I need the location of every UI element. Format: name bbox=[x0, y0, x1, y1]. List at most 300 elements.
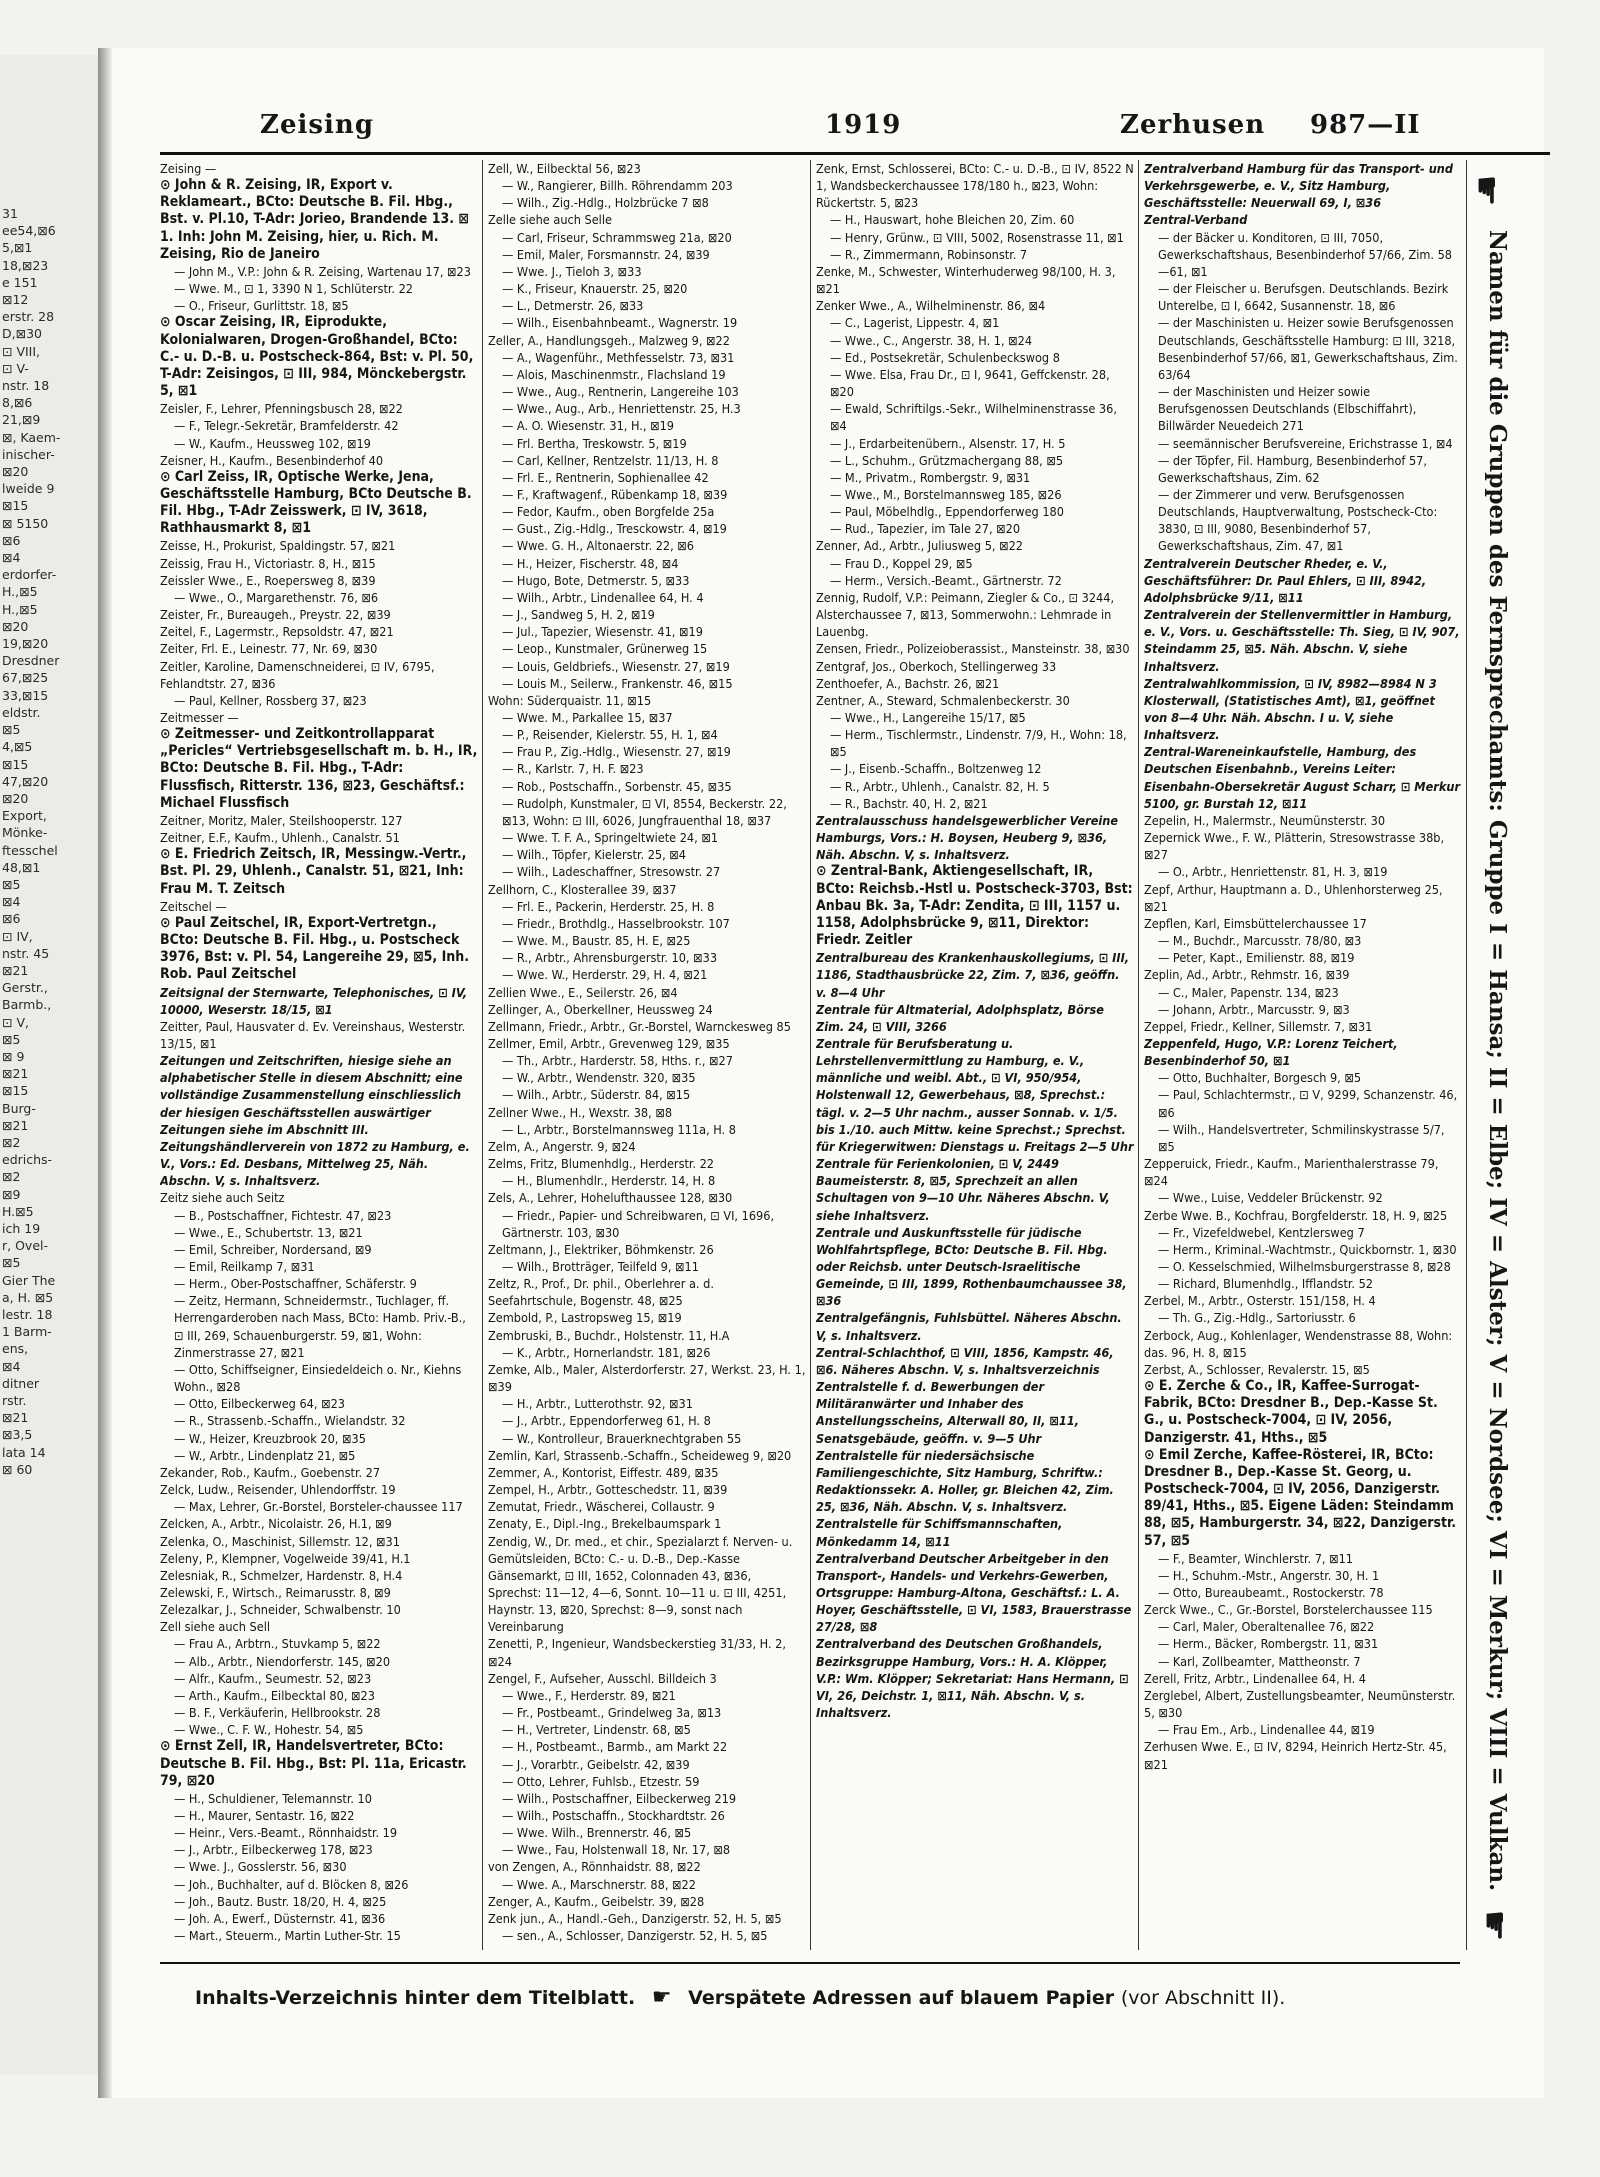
directory-entry: — P., Reisender, Kielerstr. 55, H. 1, ⊠4 bbox=[502, 727, 718, 743]
previous-page-fragment: ⊠4 bbox=[2, 550, 21, 566]
directory-entry: — der Bäcker u. Konditoren, ⊡ III, 7050, Gewerkschaftshaus, Besenbinderhof 57/66, Zim. 58—61, ⊠1 bbox=[1158, 229, 1453, 279]
previous-page-fragment: Mönke- bbox=[2, 825, 48, 841]
directory-entry: — Paul, Möbelhdlg., Eppendorferweg 180 bbox=[830, 504, 1064, 520]
directory-entry: — Wwe. W., Herderstr. 29, H. 4, ⊠21 bbox=[502, 967, 708, 983]
previous-page-fragment: a, H. ⊠5 bbox=[2, 1289, 54, 1305]
directory-entry: — Th., Arbtr., Harderstr. 58, Hths. r., ⊠27 bbox=[502, 1053, 733, 1069]
previous-page-fragment: ⊠4 bbox=[2, 894, 21, 910]
directory-entry: — Friedr., Brothdlg., Hasselbrookstr. 107 bbox=[502, 915, 730, 931]
directory-entry: — Karl, Zollbeamter, Mattheonstr. 7 bbox=[1158, 1653, 1361, 1669]
directory-entry: — Alois, Maschinenmstr., Flachsland 19 bbox=[502, 366, 726, 382]
directory-entry: Zekander, Rob., Kaufm., Goebenstr. 27 bbox=[160, 1464, 381, 1480]
directory-entry: Zelenka, O., Maschinist, Sillemstr. 12, ⊠31 bbox=[160, 1533, 400, 1549]
directory-entry: — Wwe. M., ⊡ 1, 3390 N 1, Schlüterstr. 22 bbox=[174, 281, 413, 297]
directory-entry: — Ewald, Schriftilgs.-Sekr., Wilhelminenstrasse 36, ⊠4 bbox=[830, 401, 1117, 434]
directory-entry: — Frau A., Arbtrn., Stuvkamp 5, ⊠22 bbox=[174, 1636, 381, 1652]
previous-page-fragment: 5,⊠1 bbox=[2, 240, 33, 256]
directory-entry: Zeitmesser — bbox=[160, 710, 239, 725]
directory-entry: — Jul., Tapezier, Wiesenstr. 41, ⊠19 bbox=[502, 624, 703, 640]
directory-entry: — Wwe., C. F. W., Hohestr. 54, ⊠5 bbox=[174, 1722, 364, 1738]
directory-entry: — Wwe., H., Langereihe 15/17, ⊠5 bbox=[830, 710, 1026, 725]
previous-page-fragment: ich 19 bbox=[2, 1220, 41, 1236]
directory-entry: — Louis, Geldbriefs., Wiesenstr. 27, ⊠19 bbox=[502, 658, 730, 674]
directory-entry: — Wwe. G. H., Altonaerstr. 22, ⊠6 bbox=[502, 538, 695, 554]
directory-entry: Zenaty, E., Dipl.-Ing., Brekelbaumspark 1 bbox=[488, 1516, 722, 1532]
directory-entry: — Wwe. T. F. A., Springeltwiete 24, ⊠1 bbox=[502, 830, 719, 846]
directory-entry: — Wwe. M., Parkallee 15, ⊠37 bbox=[502, 710, 673, 725]
directory-entry: — Frl. E., Packerin, Herderstr. 25, H. 8 bbox=[502, 898, 715, 914]
directory-entry: — K., Friseur, Knauerstr. 25, ⊠20 bbox=[502, 281, 688, 297]
exchange-groups-text: Namen für die Gruppen des Fernsprechamts: Gruppe I = Hansa; II = Elbe; IV = Alster; V = Nordsee; VI = Merkur; VIII = Vulkan. bbox=[1484, 230, 1511, 1892]
directory-entry: — Wwe., M., Borstelmannsweg 185, ⊠26 bbox=[830, 486, 1062, 502]
directory-entry: — Fr., Vizefeldwebel, Kentzlersweg 7 bbox=[1158, 1224, 1365, 1240]
directory-entry: Zentrale für Berufsberatung u. Lehrstellenvermittlung zu Hamburg, e. V., männliche und weibl. Abt., ⊡ VI, 950/954, Holstenwall 12, Gewerbehaus, ⊠8, Sprechst.: tägl. v. 2—5 Uhr nachm., ausser Sonnab. v. 1/5. bis 1./10. auch Mittw. keine Sprechst.; Sprechst. für Kriegerwitwen: Dienstags u. Freitags 2—5 Uhr bbox=[816, 1035, 1134, 1154]
previous-page-fragment: ⊠6 bbox=[2, 532, 21, 548]
previous-page-edge bbox=[0, 55, 100, 2075]
directory-entry: Zerbel, M., Arbtr., Osterstr. 151/158, H. 4 bbox=[1144, 1293, 1376, 1309]
directory-entry: — Wilh., Töpfer, Kielerstr. 25, ⊠4 bbox=[502, 847, 687, 863]
previous-page-fragment: lestr. 18 bbox=[2, 1307, 53, 1322]
column-4 bbox=[1144, 160, 1462, 1950]
directory-entry: Wohn: Süderquaistr. 11, ⊠15 bbox=[488, 692, 652, 708]
directory-entry: — Wwe. M., Baustr. 85, H. E, ⊠25 bbox=[502, 933, 691, 949]
directory-entry: Zembruski, B., Buchdr., Holstenstr. 11, H.A bbox=[488, 1327, 730, 1343]
directory-entry: Zeiter, Frl. E., Leinestr. 77, Nr. 69, ⊠30 bbox=[160, 641, 378, 657]
directory-entry: — Wwe., Fau, Holstenwall 18, Nr. 17, ⊠8 bbox=[502, 1842, 731, 1858]
footer-late-addresses: Verspätete Adressen auf blauem Papier bbox=[688, 1987, 1115, 2009]
previous-page-fragment: ⊠5 bbox=[2, 1255, 21, 1271]
directory-entry: — H., Heizer, Fischerstr. 48, ⊠4 bbox=[502, 555, 679, 571]
directory-entry: ⊙ Emil Zerche, Kaffee-Rösterei, IR, BCto: Dresdner B., Dep.-Kasse St. Georg, u. Postscheck-7004, ⊡ IV, 2056, Danzigerstr. 89/41, Hths., ⊠5. Eigene Läden: Steindamm 88, ⊠5, Hamburgerstr. 34, ⊠22, Danzigerstr. 57, ⊠5 bbox=[1144, 1446, 1457, 1549]
previous-page-fragment: lata 14 bbox=[2, 1444, 46, 1460]
directory-entry: Zellhorn, C., Klosterallee 39, ⊠37 bbox=[488, 881, 677, 897]
previous-page-fragment: ⊠15 bbox=[2, 1083, 29, 1099]
directory-entry: — Otto, Schiffseigner, Einsiedeldeich o. Nr., Kiehns Wohn., ⊠28 bbox=[174, 1361, 462, 1395]
directory-entry: — Wwe. J., Tieloh 3, ⊠33 bbox=[502, 263, 642, 279]
directory-entry: Zentralverband Deutscher Arbeitgeber in den Transport-, Handels- und Verkehrs-Gewerben, Ortsgruppe: Hamburg-Altona, Geschäftsf.: L. A. Hoyer, Geschäftsstelle, ⊡ VI, 1583, Brauerstrasse 27/28, ⊠8 bbox=[816, 1550, 1132, 1635]
directory-entry: — Ed., Postsekretär, Schulenbeckswog 8 bbox=[830, 349, 1060, 365]
previous-page-fragment: nstr. 45 bbox=[2, 945, 50, 961]
previous-page-fragment: ⊠15 bbox=[2, 498, 29, 514]
directory-entry: Zemlin, Karl, Strassenb.-Schaffn., Scheideweg 9, ⊠20 bbox=[488, 1447, 792, 1463]
directory-entry: — Wwe., Luise, Veddeler Brückenstr. 92 bbox=[1158, 1190, 1383, 1206]
directory-entry: — Wwe. Elsa, Frau Dr., ⊡ I, 9641, Geffckenstr. 28, ⊠20 bbox=[830, 366, 1110, 400]
directory-entry: — Alfr., Kaufm., Seumestr. 52, ⊠23 bbox=[174, 1670, 372, 1686]
directory-entry: Zeltz, R., Prof., Dr. phil., Oberlehrer a. d. Seefahrtschule, Bogenstr. 48, ⊠25 bbox=[488, 1276, 714, 1309]
previous-page-fragment: ⊠3,5 bbox=[2, 1427, 33, 1443]
directory-entry: — J., Arbtr., Eilbeckerweg 178, ⊠23 bbox=[174, 1842, 373, 1858]
directory-entry: Zelms, Fritz, Blumenhdlg., Herderstr. 22 bbox=[488, 1156, 715, 1172]
directory-entry: — M., Privatm., Rombergstr. 9, ⊠31 bbox=[830, 469, 1031, 485]
directory-entry: — Emil, Maler, Forsmannstr. 24, ⊠39 bbox=[502, 246, 710, 262]
directory-entry: Zentrale und Auskunftsstelle für jüdische Wohlfahrtspflege, BCto: Deutsche B. Fil. Hbg. oder Reichsb. unter Deutsch-Israelitische Gemeinde, ⊡ III, 1899, Rothenbaumchaussee 38, ⊠36 bbox=[816, 1224, 1127, 1309]
directory-entry: — Joh., Buchhalter, auf d. Blöcken 8, ⊠26 bbox=[174, 1876, 409, 1892]
directory-entry: Zeissler Wwe., E., Roepersweg 8, ⊠39 bbox=[160, 572, 376, 588]
side-band bbox=[1470, 230, 1540, 1940]
directory-entry: ⊙ E. Zerche & Co., IR, Kaffee-Surrogat-Fabrik, BCto: Dresdner B., Dep.-Kasse St. G., u. Postscheck-7004, ⊡ IV, 2056, Danzigerstr. 41, Hths., ⊠5 bbox=[1144, 1378, 1438, 1446]
directory-entry: — L., Schuhm., Grützmachergang 88, ⊠5 bbox=[830, 452, 1064, 468]
directory-entry: — O. Kesselschmied, Wilhelmsburgerstrasse 8, ⊠28 bbox=[1158, 1259, 1451, 1274]
directory-entry: — Friedr., Papier- und Schreibwaren, ⊡ VI, 1696, Gärtnerstr. 103, ⊠30 bbox=[502, 1207, 775, 1240]
directory-entry: — R., Bachstr. 40, H. 2, ⊠21 bbox=[830, 795, 988, 811]
previous-page-fragment: lweide 9 bbox=[2, 481, 55, 497]
directory-entry: Zentner, A., Steward, Schmalenbeckerstr. 30 bbox=[816, 692, 1070, 708]
directory-entry: — O., Arbtr., Henriettenstr. 81, H. 3, ⊠19 bbox=[1158, 864, 1388, 880]
directory-entry: Zendig, W., Dr. med., et chir., Spezialarzt f. Nerven- u. Gemütsleiden, BCto: C.- u. D.-B., Dep.-Kasse Gänsemarkt, ⊡ III, 1652, Colonnaden 43, ⊠36, Sprechst: 11—12, 4—6, Sonnt. 10—11 u. ⊡ III, 4251, Haynstr. 13, ⊠20, Sprechst: 8—9, sonst nach Vereinbarung bbox=[488, 1533, 793, 1635]
directory-entry: Zelm, A., Angerstr. 9, ⊠24 bbox=[488, 1138, 636, 1154]
directory-entry: Zenner, Ad., Arbtr., Juliusweg 5, ⊠22 bbox=[816, 538, 1024, 554]
directory-entry: — Emil, Reilkamp 7, ⊠31 bbox=[174, 1259, 315, 1274]
directory-entry: — Paul, Kellner, Rossberg 37, ⊠23 bbox=[174, 692, 367, 708]
previous-page-fragment: ee54,⊠6 bbox=[2, 223, 56, 239]
previous-page-fragment: Dresdner bbox=[2, 653, 60, 669]
directory-entry: Zeitungen und Zeitschriften, hiesige siehe an alphabetischer Stelle in diesem Abschnitt; eine vollständige Zusammenstellung einschliesslich der hiesigen Geschäftsstellen auswärtiger Zeitungen siehe im Abschnitt III. bbox=[160, 1053, 463, 1137]
directory-entry: — W., Arbtr., Wendenstr. 320, ⊠35 bbox=[502, 1070, 696, 1086]
directory-entry: Zenke, M., Schwester, Winterhuderweg 98/100, H. 3, ⊠21 bbox=[816, 263, 1116, 297]
directory-entry: — Joh., Bautz. Bustr. 18/20, H. 4, ⊠25 bbox=[174, 1893, 387, 1909]
directory-entry: Zennig, Rudolf, V.P.: Peimann, Ziegler & Co., ⊡ 3244, Alsterchaussee 7, ⊠13, Sommerwohn.: Lehmrade in Lauenbg. bbox=[816, 589, 1115, 640]
previous-page-fragment: ⊠21 bbox=[2, 1410, 29, 1426]
directory-entry: — O., Friseur, Gurlittstr. 18, ⊠5 bbox=[174, 298, 349, 314]
column-1 bbox=[160, 160, 478, 1950]
directory-entry: Zeitner, E.F., Kaufm., Uhlenh., Canalstr. 51 bbox=[160, 830, 400, 846]
previous-page-fragment: ⊠, Kaem- bbox=[2, 429, 61, 445]
directory-entry: — C., Maler, Papenstr. 134, ⊠23 bbox=[1158, 984, 1339, 1000]
directory-entry: — Otto, Eilbeckerweg 64, ⊠23 bbox=[174, 1396, 345, 1412]
directory-entry: Zentral-Verband bbox=[1144, 212, 1248, 228]
directory-entry: Zempel, H., Arbtr., Gotteschedstr. 11, ⊠39 bbox=[488, 1482, 728, 1498]
previous-page-fragment: ⊡ V, bbox=[2, 1014, 29, 1030]
previous-page-fragments bbox=[0, 55, 98, 1478]
directory-entry: Zels, A., Lehrer, Hohelufthaussee 128, ⊠30 bbox=[488, 1190, 733, 1206]
directory-entry: Zeitschel — bbox=[160, 898, 227, 914]
directory-entry: Zeitter, Paul, Hausvater d. Ev. Vereinshaus, Westerstr. 13/15, ⊠1 bbox=[160, 1018, 466, 1051]
page-footer bbox=[195, 1985, 1495, 2010]
directory-entry: Zentgraf, Jos., Oberkoch, Stellingerweg 33 bbox=[816, 658, 1057, 674]
directory-entry: Zepelin, H., Malermstr., Neumünsterstr. 30 bbox=[1144, 812, 1386, 828]
directory-entry: Zell, W., Eilbecktal 56, ⊠23 bbox=[488, 161, 641, 176]
directory-entry: Zemutat, Friedr., Wäscherei, Collaustr. 9 bbox=[488, 1499, 715, 1515]
directory-entry: — R., Zimmermann, Robinsonstr. 7 bbox=[830, 246, 1028, 262]
directory-entry: Zellmann, Friedr., Arbtr., Gr.-Borstel, Warnckesweg 85 bbox=[488, 1018, 791, 1034]
previous-page-fragment: ⊠5 bbox=[2, 722, 21, 738]
directory-entry: — W., Arbtr., Lindenplatz 21, ⊠5 bbox=[174, 1447, 356, 1463]
directory-entry: Zell siehe auch Sell bbox=[160, 1619, 271, 1635]
directory-entry: — A. O. Wiesenstr. 31, H., ⊠19 bbox=[502, 418, 675, 434]
previous-page-fragment: e 151 bbox=[2, 274, 38, 290]
directory-entry: — Alb., Arbtr., Niendorferstr. 145, ⊠20 bbox=[174, 1653, 391, 1669]
directory-entry: — Wwe., Aug., Rentnerin, Langereihe 103 bbox=[502, 384, 739, 400]
directory-entry: — Wwe. Wilh., Brennerstr. 46, ⊠5 bbox=[502, 1825, 692, 1841]
directory-entry: Zeitz siehe auch Seitz bbox=[160, 1190, 285, 1206]
directory-entry: — Louis M., Seilerw., Frankenstr. 46, ⊠15 bbox=[502, 675, 733, 691]
directory-entry: Zepernick Wwe., F. W., Plätterin, Stresowstrasse 38b, ⊠27 bbox=[1144, 830, 1445, 863]
directory-entry: — Peter, Kapt., Emilienstr. 88, ⊠19 bbox=[1158, 950, 1355, 966]
header-year: 1919 bbox=[825, 110, 902, 140]
directory-entry: Zentralbureau des Krankenhauskollegiums, ⊡ III, 1186, Stadthausbrücke 22, Zim. 7, ⊠36, geöffn. v. 8—4 Uhr bbox=[816, 950, 1130, 1000]
directory-entry: — Otto, Buchhalter, Borgesch 9, ⊠5 bbox=[1158, 1070, 1362, 1086]
directory-entry: — R., Karlstr. 7, H. F. ⊠23 bbox=[502, 761, 644, 777]
previous-page-fragment: ens, bbox=[2, 1341, 29, 1357]
directory-entry: — Emil, Schreiber, Nordersand, ⊠9 bbox=[174, 1241, 372, 1257]
previous-page-fragment: 33,⊠15 bbox=[2, 687, 49, 703]
directory-entry: Zentralverein der Stellenvermittler in Hamburg, e. V., Vors. u. Geschäftsstelle: Th. Sieg, ⊡ IV, 907, Steindamm 25, ⊠5. Näh. Abschn. V, siehe Inhaltsverz. bbox=[1144, 607, 1460, 674]
previous-page-fragment: ftesschel bbox=[2, 842, 58, 858]
column-3 bbox=[816, 160, 1134, 1950]
directory-entry: — sen., A., Schlosser, Danzigerstr. 52, H. 5, ⊠5 bbox=[502, 1928, 768, 1944]
directory-entry: Zentralstelle für Schiffsmannschaften, Mönkedamm 14, ⊠11 bbox=[816, 1516, 1063, 1549]
directory-entry: — der Fleischer u. Berufsgen. Deutschlands. Bezirk Unterelbe, ⊡ I, 6642, Susannenstr. 18, ⊠6 bbox=[1158, 281, 1449, 314]
directory-entry: Zenk jun., A., Handl.-Geh., Danzigerstr. 52, H. 5, ⊠5 bbox=[488, 1910, 782, 1926]
directory-entry: — W., Kaufm., Heussweg 102, ⊠19 bbox=[174, 435, 371, 451]
previous-page-fragment: r, Ovel- bbox=[2, 1238, 48, 1254]
directory-entry: Zelle siehe auch Selle bbox=[488, 212, 612, 228]
directory-entry: — J., Arbtr., Eppendorferweg 61, H. 8 bbox=[502, 1413, 711, 1429]
previous-page-fragment: eldstr. bbox=[2, 704, 41, 720]
directory-entry: — A., Wagenführ., Methfesselstr. 73, ⊠31 bbox=[502, 349, 735, 365]
directory-entry: Zenk, Ernst, Schlosserei, BCto: C.- u. D.-B., ⊡ IV, 8522 N 1, Wandsbeckerchaussee 178/180 h., ⊠23, Wohn: Rückertstr. 5, ⊠23 bbox=[816, 161, 1134, 211]
directory-entry: — Hugo, Bote, Detmerstr. 5, ⊠33 bbox=[502, 572, 690, 588]
pointing-hand-icon: ☛ bbox=[651, 1985, 672, 2010]
header-left-name: Zeising bbox=[260, 110, 374, 140]
directory-entry: ⊙ Carl Zeiss, IR, Optische Werke, Jena, Geschäftsstelle Hamburg, BCto Deutsche B. Fil. Hbg., T-Adr Zeisswerk, ⊡ IV, 3618, Rathhausmarkt 8, ⊠1 bbox=[160, 468, 472, 537]
directory-entry: — Fr., Postbeamt., Grindelweg 3a, ⊠13 bbox=[502, 1705, 722, 1721]
directory-entry: — Wilh., Arbtr., Lindenallee 64, H. 4 bbox=[502, 589, 704, 605]
directory-entry: — Frau D., Koppel 29, ⊠5 bbox=[830, 555, 973, 571]
directory-entry: Zentralwahlkommission, ⊡ IV, 8982—8984 N 3 Klosterwall, (Statistisches Amt), ⊠1, geöffnet von 8—4 Uhr. Näh. Abschn. I u. V, siehe Inhaltsverz. bbox=[1144, 675, 1437, 743]
directory-entry: Zerbock, Aug., Kohlenlager, Wendenstrasse 88, Wohn: das. 96, H. 8, ⊠15 bbox=[1144, 1327, 1453, 1360]
header-right-name: Zerhusen bbox=[1120, 110, 1266, 140]
previous-page-fragment: Gier The bbox=[2, 1272, 56, 1288]
directory-entry: — Rudolph, Kunstmaler, ⊡ VI, 8554, Beckerstr. 22, ⊠13, Wohn: ⊡ III, 6026, Jungfrauenthal 18, ⊠37 bbox=[502, 795, 787, 828]
directory-entry: Zeitner, Moritz, Maler, Steilshooperstr. 127 bbox=[160, 812, 403, 828]
directory-entry: — Frau P., Zig.-Hdlg., Wiesenstr. 27, ⊠19 bbox=[502, 744, 731, 760]
directory-entry: — R., Arbtr., Uhlenh., Canalstr. 82, H. 5 bbox=[830, 778, 1050, 794]
directory-entry: — F., Beamter, Winchlerstr. 7, ⊠11 bbox=[1158, 1550, 1353, 1566]
previous-page-fragment: nstr. 18 bbox=[2, 378, 50, 394]
directory-entry: Zeitungshändlerverein von 1872 zu Hamburg, e. V., Vors.: Ed. Desbans, Mittelweg 25, Näh. Abschn. V, s. Inhaltsverz. bbox=[160, 1138, 470, 1189]
directory-entry: Zemmer, A., Kontorist, Eiffestr. 489, ⊠35 bbox=[488, 1464, 719, 1480]
column-divider bbox=[1138, 160, 1139, 1950]
directory-entry: — Wwe., C., Angerstr. 38, H. 1, ⊠24 bbox=[830, 332, 1033, 348]
directory-entry: Zelewski, F., Wirtsch., Reimarusstr. 8, ⊠9 bbox=[160, 1584, 391, 1600]
directory-entry: — Henry, Grünw., ⊡ VIII, 5002, Rosenstrasse 11, ⊠1 bbox=[830, 229, 1124, 245]
directory-entry: — Wilh., Arbtr., Süderstr. 84, ⊠15 bbox=[502, 1087, 691, 1103]
directory-entry: — J., Sandweg 5, H. 2, ⊠19 bbox=[502, 607, 655, 623]
directory-entry: Zeplin, Ad., Arbtr., Rehmstr. 16, ⊠39 bbox=[1144, 967, 1350, 983]
directory-entry: — W., Kontrolleur, Brauerknechtgraben 55 bbox=[502, 1430, 742, 1446]
previous-page-fragment: 48,⊠1 bbox=[2, 859, 41, 875]
directory-entry: — Otto, Lehrer, Fuhlsb., Etzestr. 59 bbox=[502, 1773, 700, 1789]
directory-entry: Zeitel, F., Lagermstr., Repsoldstr. 47, ⊠21 bbox=[160, 624, 394, 640]
directory-entry: — Wwe. A., Marschnerstr. 88, ⊠22 bbox=[502, 1876, 696, 1892]
previous-page-fragment: 31 bbox=[2, 206, 18, 221]
directory-entry: Zemke, Alb., Maler, Alsterdorferstr. 27, Werkst. 23, H. 1, ⊠39 bbox=[488, 1361, 806, 1395]
directory-entry: Zeppel, Friedr., Kellner, Sillemstr. 7, ⊠31 bbox=[1144, 1018, 1373, 1034]
directory-entry: ⊙ Oscar Zeising, IR, Eiprodukte, Kolonialwaren, Drogen-Großhandel, BCto: C.- u. D.-B. u. Postscheck-864, Bst: v. Pl. 50, T-Adr: Zeisingos, ⊡ III, 984, Mönckebergstr. 5, ⊠1 bbox=[160, 314, 474, 400]
directory-entry: Zentralverband des Deutschen Großhandels, Bezirksgruppe Hamburg, Vors.: H. A. Klöpper, V.P.: Wm. Klöpper; Sekretariat: Hans Hermann, ⊡ VI, 26, Deichstr. 1, ⊠11, Näh. Abschn. V, s. Inhaltsverz. bbox=[816, 1636, 1129, 1721]
directory-entry: — K., Arbtr., Hornerlandstr. 181, ⊠26 bbox=[502, 1344, 711, 1360]
directory-entry: — Leop., Kunstmaler, Grünerweg 15 bbox=[502, 641, 708, 657]
previous-page-fragment: D,⊠30 bbox=[2, 326, 42, 342]
directory-entry: — Wilh., Ladeschaffner, Stresowstr. 27 bbox=[502, 864, 721, 880]
directory-entry: — Paul, Schlachtermstr., ⊡ V, 9299, Schanzenstr. 46, ⊠6 bbox=[1158, 1087, 1458, 1120]
previous-page-fragment: ⊠ 5150 bbox=[2, 515, 49, 531]
directory-entry: — Wwe., O., Margarethenstr. 76, ⊠6 bbox=[174, 589, 379, 605]
directory-entry: — H., Postbeamt., Barmb., am Markt 22 bbox=[502, 1739, 728, 1755]
directory-entry: — L., Detmerstr. 26, ⊠33 bbox=[502, 298, 644, 314]
directory-entry: Zeppenfeld, Hugo, V.P.: Lorenz Teichert, Besenbinderhof 50, ⊠1 bbox=[1144, 1035, 1398, 1069]
directory-entry: — Carl, Kellner, Rentzelstr. 11/13, H. 8 bbox=[502, 452, 719, 468]
column-divider bbox=[482, 160, 483, 1950]
directory-entry: — Herm., Ober-Postschaffner, Schäferstr. 9 bbox=[174, 1276, 417, 1292]
directory-entry: — J., Vorarbtr., Geibelstr. 42, ⊠39 bbox=[502, 1756, 690, 1772]
directory-entry: Zerbst, A., Schlosser, Revalerstr. 15, ⊠5 bbox=[1144, 1361, 1370, 1377]
footer-index-note: Inhalts-Verzeichnis hinter dem Titelblatt. bbox=[195, 1987, 636, 2009]
directory-entry: Zentralverband Hamburg für das Transport- und Verkehrsgewerbe, e. V., Sitz Hamburg, Geschäftsstelle: Neuerwall 69, I, ⊠36 bbox=[1144, 161, 1453, 211]
directory-entry: — Wwe., F., Herderstr. 89, ⊠21 bbox=[502, 1687, 676, 1703]
directory-entry: Zeleny, P., Klempner, Vogelweide 39/41, H.1 bbox=[160, 1550, 411, 1566]
previous-page-fragment: 18,⊠23 bbox=[2, 257, 49, 273]
previous-page-fragment: ⊡ VIII, bbox=[2, 343, 41, 359]
directory-entry: Zentral-Schlachthof, ⊡ VIII, 1856, Kampstr. 46, ⊠6. Näheres Abschn. V, s. Inhaltsverzeichnis bbox=[816, 1344, 1114, 1377]
previous-page-fragment: H.,⊠5 bbox=[2, 584, 38, 600]
directory-entry: Zepf, Arthur, Hauptmann a. D., Uhlenhorsterweg 25, ⊠21 bbox=[1144, 881, 1443, 914]
previous-page-fragment: ⊠ 9 bbox=[2, 1048, 25, 1064]
directory-entry: ⊙ John & R. Zeising, IR, Export v. Reklameart., BCto: Deutsche B. Fil. Hbg., Bst. v. Pl.10, T-Adr: Jorieo, Brandende 13. ⊠ 1. Inh: John M. Zeising, hier, u. Rich. M. Zeising, Rio de Janeiro bbox=[160, 177, 469, 262]
directory-entry: Zenetti, P., Ingenieur, Wandsbeckerstieg 31/33, H. 2, ⊠24 bbox=[488, 1636, 786, 1669]
directory-entry: — der Maschinisten u. Heizer sowie Berufsgenossen Deutschlands, Geschäftsstelle Hamburg: ⊡ III, 3218, Besenbinderhof 57/66, ⊠1, Gewerkschaftshaus, Zim. 63/64 bbox=[1158, 315, 1458, 382]
directory-entry: — B., Postschaffner, Fichtestr. 47, ⊠23 bbox=[174, 1207, 392, 1223]
previous-page-fragment: erdorfer- bbox=[2, 567, 57, 583]
previous-page-fragment: ditner bbox=[2, 1375, 40, 1391]
directory-entry: Zeltmann, J., Elektriker, Böhmkenstr. 26 bbox=[488, 1241, 714, 1257]
previous-page-fragment: ⊠2 bbox=[2, 1169, 21, 1185]
directory-entry: — Rud., Tapezier, im Tale 27, ⊠20 bbox=[830, 521, 1021, 537]
directory-entry: Zentralverein Deutscher Rheder, e. V., Geschäftsführer: Dr. Paul Ehlers, ⊡ III, 8942, Adolphsbrücke 9/11, ⊠11 bbox=[1144, 555, 1427, 605]
directory-entry: — H., Schuhm.-Mstr., Angerstr. 30, H. 1 bbox=[1158, 1567, 1380, 1583]
previous-page-fragment: ⊠21 bbox=[2, 1066, 29, 1082]
directory-entry: ⊙ Ernst Zell, IR, Handelsvertreter, BCto: Deutsche B. Fil. Hbg., Bst: Pl. 11a, Ericastr. 79, ⊠20 bbox=[160, 1738, 467, 1789]
directory-entry: Zeisner, H., Kaufm., Besenbinderhof 40 bbox=[160, 452, 384, 468]
directory-entry: Zellien Wwe., E., Seilerstr. 26, ⊠4 bbox=[488, 984, 678, 1000]
previous-page-fragment: 8,⊠6 bbox=[2, 395, 33, 411]
directory-entry: — Wilh., Postschaffner, Eilbeckerweg 219 bbox=[502, 1790, 737, 1806]
footer-rule bbox=[160, 1962, 1460, 1964]
directory-entry: Zerell, Fritz, Arbtr., Lindenallee 64, H. 4 bbox=[1144, 1670, 1366, 1686]
directory-entry: Zengel, F., Aufseher, Ausschl. Billdeich 3 bbox=[488, 1670, 717, 1686]
directory-entry: — J., Erdarbeitenübern., Alsenstr. 17, H. 5 bbox=[830, 435, 1066, 451]
directory-entry: — J., Eisenb.-Schaffn., Boltzenweg 12 bbox=[830, 761, 1042, 777]
directory-entry: — W., Rangierer, Billh. Röhrendamm 203 bbox=[502, 178, 733, 194]
directory-entry: Zenger, A., Kaufm., Geibelstr. 39, ⊠28 bbox=[488, 1893, 705, 1909]
previous-page-fragment: ⊡ IV, bbox=[2, 928, 33, 944]
column-divider bbox=[810, 160, 811, 1950]
directory-entry: ⊙ Zentral-Bank, Aktiengesellschaft, IR, BCto: Reichsb.-Hstl u. Postscheck-3703, Bst: Anbau Bk. 3a, T-Adr: Zendita, ⊡ III, 1157 u. 1158, Adolphsbrücke 9, ⊠11, Direktor: Friedr. Zeitler bbox=[816, 863, 1133, 949]
previous-page-fragment: Export, bbox=[2, 808, 47, 824]
column-2 bbox=[488, 160, 806, 1950]
directory-entry: — Carl, Friseur, Schrammsweg 21a, ⊠20 bbox=[502, 229, 732, 245]
binding-shadow bbox=[98, 48, 112, 2098]
directory-entry: — Wilh., Brotträger, Teilfeld 9, ⊠11 bbox=[502, 1259, 699, 1274]
previous-page-fragment: erstr. 28 bbox=[2, 309, 55, 325]
directory-entry: — Fedor, Kaufm., oben Borgfelde 25a bbox=[502, 504, 715, 520]
page-header bbox=[160, 110, 1550, 154]
directory-entry: Zenthoefer, A., Bachstr. 26, ⊠21 bbox=[816, 675, 1000, 691]
directory-entry: Zepflen, Karl, Eimsbüttelerchaussee 17 bbox=[1144, 915, 1367, 931]
directory-entry: ⊙ Zeitmesser- und Zeitkontrollapparat „Pericles“ Vertriebsgesellschaft m. b. H., IR, BCto: Deutsche B. Fil. Hbg., T-Adr: Flussfisch, Ritterstr. 136, ⊠23, Geschäftsf.: Michael Flussfisch bbox=[160, 726, 478, 811]
directory-entry: Zentralstelle f. d. Bewerbungen der Militäranwärter und Inhaber des Anstellungsscheins, Alterwall 80, II, ⊠11, Senatsgebäude, geöffn. v. 9—5 Uhr bbox=[816, 1379, 1079, 1446]
directory-entry: — Arth., Kaufm., Eilbecktal 80, ⊠23 bbox=[174, 1687, 375, 1703]
directory-entry: — H., Arbtr., Lutterothstr. 92, ⊠31 bbox=[502, 1396, 693, 1412]
previous-page-fragment: 4,⊠5 bbox=[2, 739, 33, 755]
directory-entry: — H., Maurer, Sentastr. 16, ⊠22 bbox=[174, 1808, 355, 1823]
previous-page-fragment: ⊠ 60 bbox=[2, 1461, 33, 1477]
directory-entry: Zerck Wwe., C., Gr.-Borstel, Borstelerchaussee 115 bbox=[1144, 1602, 1433, 1618]
directory-entry: Zentralgefängnis, Fuhlsbüttel. Näheres Abschn. V, s. Inhaltsverz. bbox=[816, 1310, 1122, 1343]
directory-entry: — Mart., Steuerm., Martin Luther-Str. 15 bbox=[174, 1928, 401, 1944]
directory-entry: Zentralstelle für niedersächsische Familiengeschichte, Sitz Hamburg, Schriftw.: Redaktionssekr. A. Holler, gr. Bleichen 42, Zim. 25, ⊠36, Näh. Abschn. V, s. Inhaltsverz. bbox=[816, 1447, 1114, 1515]
directory-entry: — Carl, Maler, Oberaltenallee 76, ⊠22 bbox=[1158, 1619, 1375, 1635]
directory-entry: — H., Hauswart, hohe Bleichen 20, Zim. 60 bbox=[830, 212, 1075, 228]
previous-page-fragment: H.,⊠5 bbox=[2, 601, 38, 617]
previous-page-fragment: Barmb., bbox=[2, 997, 52, 1013]
directory-entry: — H., Blumenhdlr., Herderstr. 14, H. 8 bbox=[502, 1173, 716, 1189]
directory-entry: — Frl. Bertha, Treskowstr. 5, ⊠19 bbox=[502, 435, 687, 451]
previous-page-fragment: rstr. bbox=[2, 1393, 27, 1409]
previous-page-fragment: ⊠6 bbox=[2, 911, 21, 927]
directory-entry: — Max, Lehrer, Gr.-Borstel, Borsteler-chaussee 117 bbox=[174, 1499, 463, 1515]
directory-entry: Zensen, Friedr., Polizeioberassist., Mansteinstr. 38, ⊠30 bbox=[816, 641, 1130, 657]
directory-entry: — Wilh., Zig.-Hdlg., Holzbrücke 7 ⊠8 bbox=[502, 195, 709, 211]
previous-page-fragment: ⊠15 bbox=[2, 756, 29, 772]
directory-entry: Zerhusen Wwe. E., ⊡ IV, 8294, Heinrich Hertz-Str. 45, ⊠21 bbox=[1144, 1739, 1447, 1772]
directory-entry: — H., Schuldiener, Telemannstr. 10 bbox=[174, 1790, 372, 1806]
directory-entry: — Wwe. J., Gosslerstr. 56, ⊠30 bbox=[174, 1859, 347, 1875]
directory-entry: — Zeitz, Hermann, Schneidermstr., Tuchlager, ff. Herrengarderoben nach Mass, BCto: Hamb. Priv.-B., ⊡ III, 269, Schauenburgerstr. 59, ⊠1, Wohn: Zinmerstrasse 27, ⊠21 bbox=[174, 1293, 466, 1360]
directory-entry: Zeisler, F., Lehrer, Pfenningsbusch 28, ⊠22 bbox=[160, 401, 403, 417]
directory-entry: — L., Arbtr., Borstelmannsweg 111a, H. 8 bbox=[502, 1121, 736, 1137]
directory-entry: — der Töpfer, Fil. Hamburg, Besenbinderhof 57, Gewerkschaftshaus, Zim. 62 bbox=[1158, 452, 1427, 485]
directory-entry: Zentrale für Altmaterial, Adolphsplatz, Börse Zim. 24, ⊡ VIII, 3266 bbox=[816, 1001, 1104, 1034]
directory-entry: — R., Strassenb.-Schaffn., Wielandstr. 32 bbox=[174, 1413, 406, 1429]
directory-entry: Zembold, P., Lastropsweg 15, ⊠19 bbox=[488, 1310, 682, 1326]
previous-page-fragment: Burg- bbox=[2, 1100, 36, 1116]
directory-entry: Zerbe Wwe. B., Kochfrau, Borgfelderstr. 18, H. 9, ⊠25 bbox=[1144, 1207, 1448, 1223]
directory-entry: — Wilh., Eisenbahnbeamt., Wagnerstr. 19 bbox=[502, 315, 738, 331]
previous-page-fragment: ⊠9 bbox=[2, 1186, 21, 1202]
directory-entry: — R., Arbtr., Ahrensburgerstr. 10, ⊠33 bbox=[502, 950, 718, 966]
directory-entry: Zerglebel, Albert, Zustellungsbeamter, Neumünsterstr. 5, ⊠30 bbox=[1144, 1687, 1456, 1721]
previous-page-fragment: ⊠2 bbox=[2, 1134, 21, 1150]
directory-entry: — F., Kraftwagenf., Rübenkamp 18, ⊠39 bbox=[502, 486, 728, 502]
directory-entry: — Johann, Arbtr., Marcusstr. 9, ⊠3 bbox=[1158, 1001, 1350, 1017]
directory-entry: — der Maschinisten und Heizer sowie Berufsgenossen Deutschlands (Elbschiffahrt), Billwärder Neuedeich 271 bbox=[1158, 384, 1417, 434]
previous-page-fragment: edrichs- bbox=[2, 1152, 53, 1168]
previous-page-fragment: inischer- bbox=[2, 446, 55, 462]
directory-entry: — Richard, Blumenhdlg., Ifflandstr. 52 bbox=[1158, 1276, 1374, 1292]
directory-entry: Zelck, Ludw., Reisender, Uhlendorffstr. 19 bbox=[160, 1482, 396, 1498]
directory-entry: — Wwe., Aug., Arb., Henriettenstr. 25, H.3 bbox=[502, 401, 741, 417]
directory-entry: — M., Buchdr., Marcusstr. 78/80, ⊠3 bbox=[1158, 933, 1362, 949]
previous-page-fragment: Gerstr., bbox=[2, 980, 48, 996]
directory-entry: — H., Vertreter, Lindenstr. 68, ⊠5 bbox=[502, 1722, 691, 1738]
header-rule bbox=[160, 152, 1550, 155]
directory-entry: — Frl. E., Rentnerin, Sophienallee 42 bbox=[502, 469, 709, 485]
directory-entry: Zeitsignal der Sternwarte, Telephonisches, ⊡ IV, 10000, Weserstr. 18/15, ⊠1 bbox=[160, 984, 468, 1017]
previous-page-fragment: ⊠4 bbox=[2, 1358, 21, 1374]
directory-entry: — Rob., Postschaffn., Sorbenstr. 45, ⊠35 bbox=[502, 778, 732, 794]
